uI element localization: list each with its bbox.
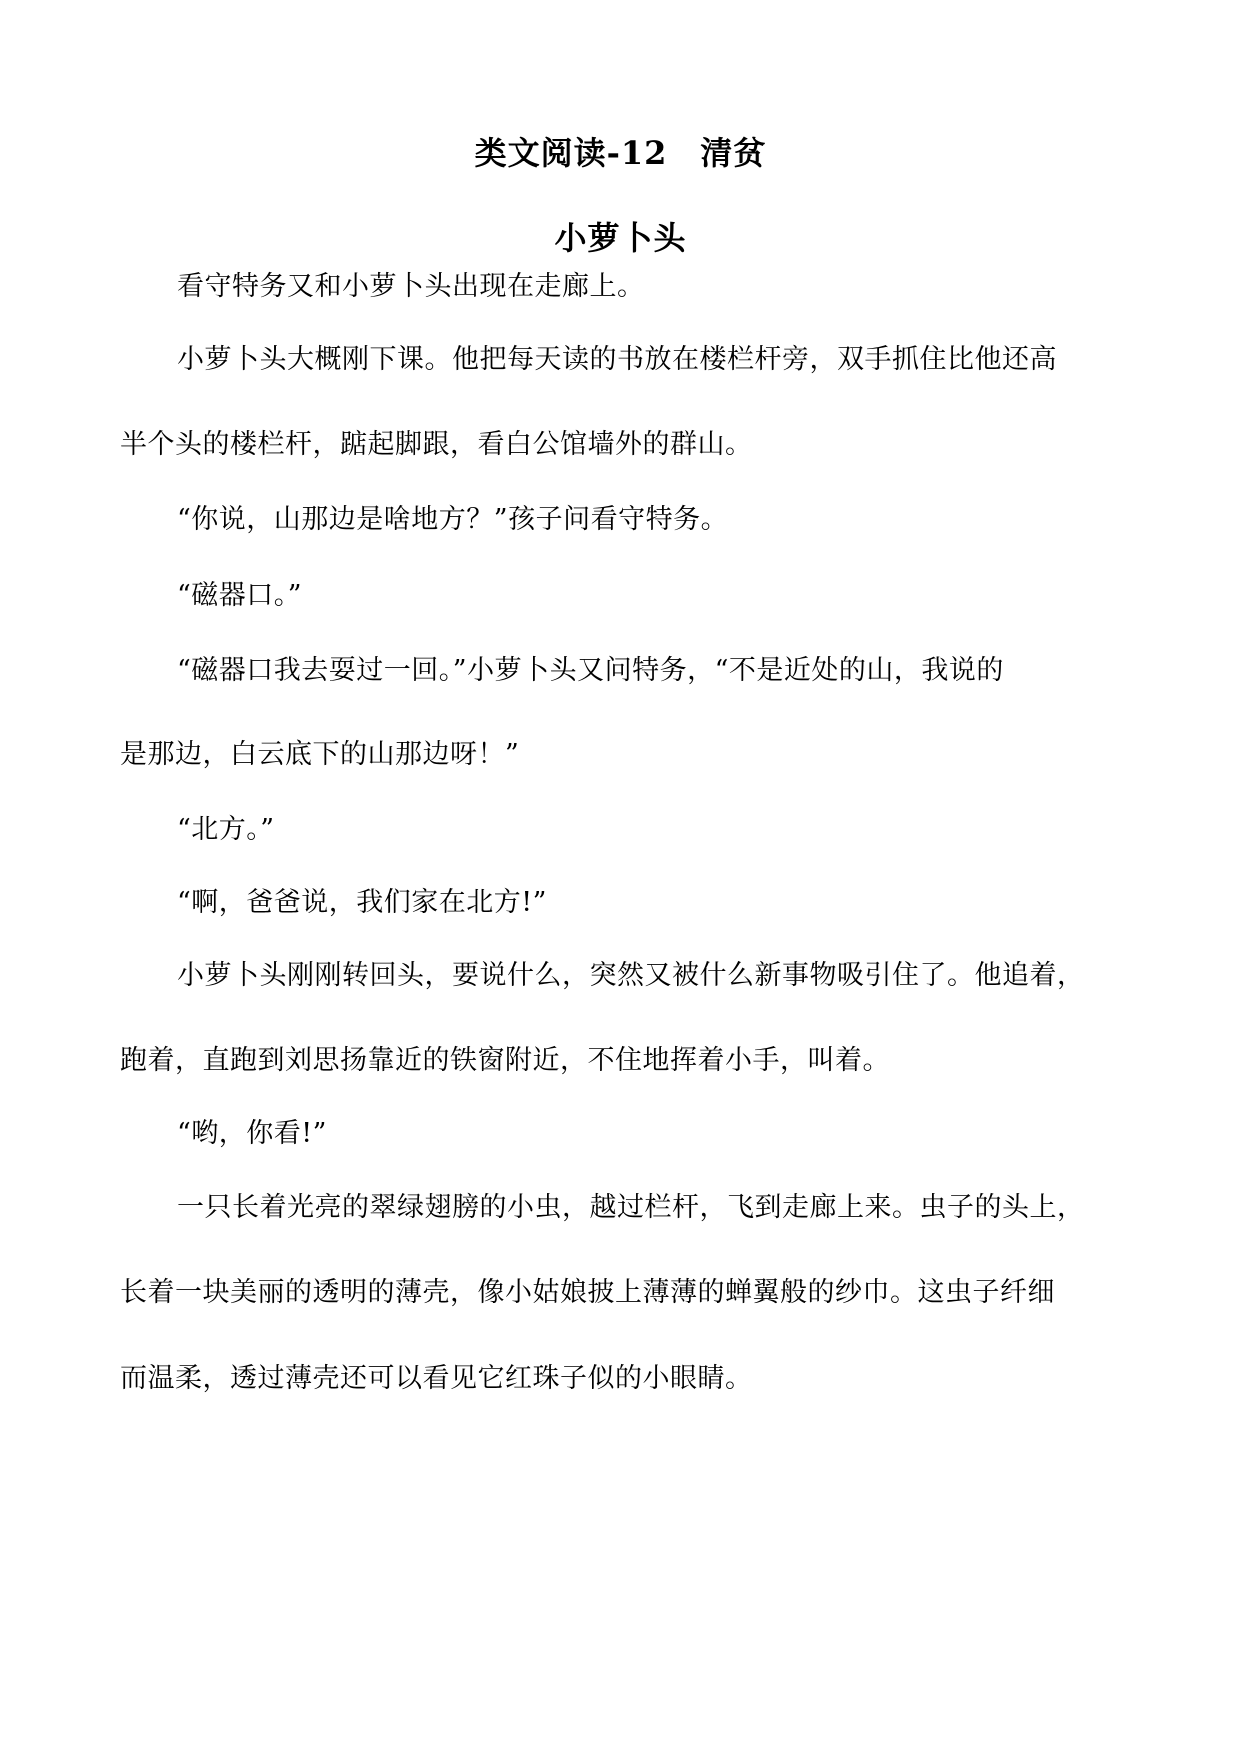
paragraph-line: 看守特务又和小萝卜头出现在走廊上。 xyxy=(177,271,645,302)
paragraph-line: “哟，你看!” xyxy=(177,1118,327,1149)
paragraph-line: 长着一块美丽的透明的薄壳，像小姑娘披上薄薄的蝉翼般的纱巾。这虫子纤细 xyxy=(120,1277,1055,1308)
paragraph-line: 而温柔，透过薄壳还可以看见它红珠子似的小眼睛。 xyxy=(120,1363,753,1394)
page-title: 类文阅读-12 清贫 xyxy=(474,134,767,172)
paragraph-line: 小萝卜头大概刚下课。他把每天读的书放在楼栏杆旁，双手抓住比他还高 xyxy=(177,344,1057,375)
paragraph-line: “磁器口。” xyxy=(177,580,303,611)
article-title: 小萝卜头 xyxy=(554,219,687,257)
paragraph-line: 小萝卜头刚刚转回头，要说什么，突然又被什么新事物吸引住了。他追着， xyxy=(177,960,1085,991)
paragraph-line: 一只长着光亮的翠绿翅膀的小虫，越过栏杆，飞到走廊上来。虫子的头上， xyxy=(177,1192,1085,1223)
paragraph-line: “磁器口我去耍过一回。”小萝卜头又问特务，“不是近处的山，我说的 xyxy=(177,655,1004,686)
paragraph-line: 是那边，白云底下的山那边呀！” xyxy=(120,739,520,770)
paragraph-line: “啊，爸爸说，我们家在北方!” xyxy=(177,887,547,918)
paragraph-line: “北方。” xyxy=(177,814,275,845)
paragraph-line: “你说，山那边是啥地方？”孩子问看守特务。 xyxy=(177,504,729,535)
paragraph-line: 半个头的楼栏杆，踮起脚跟，看白公馆墙外的群山。 xyxy=(120,429,753,460)
paragraph-line: 跑着，直跑到刘思扬靠近的铁窗附近，不住地挥着小手，叫着。 xyxy=(120,1045,890,1076)
